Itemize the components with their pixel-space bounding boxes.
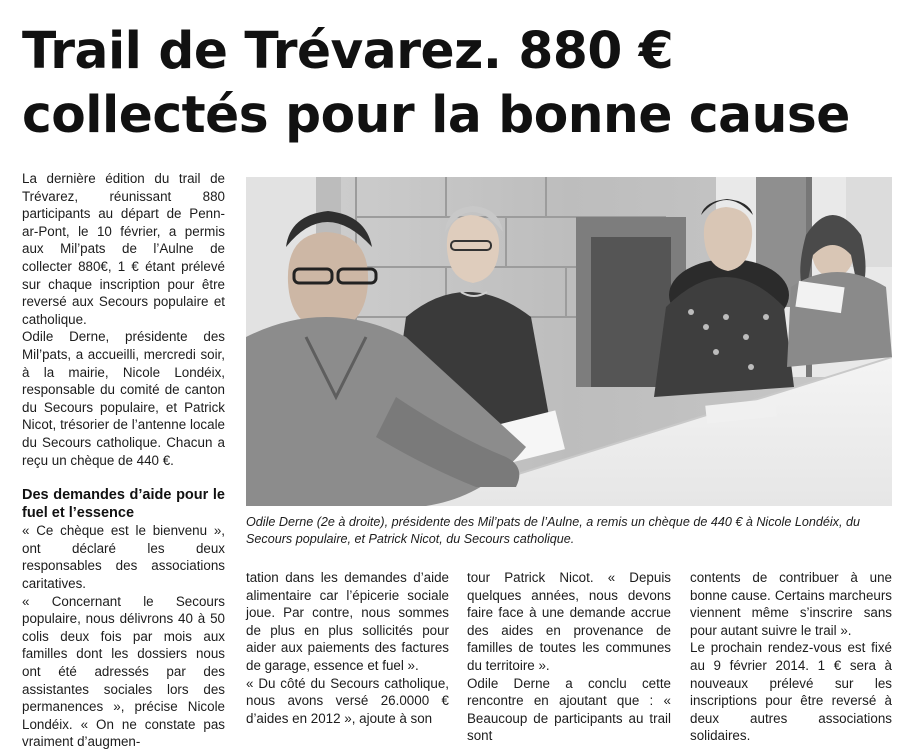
paragraph-col4-2: Le prochain rendez-vous est fixé au 9 février 2014. 1 € sera à nouveaux prélevé sur les inscriptions pour être reversé à deux autres associations solidaires.: [690, 640, 892, 744]
article-photo: [246, 177, 892, 506]
paragraph-quote-1: « Ce chèque est le bienvenu », ont déclaré les deux responsables des associations caritatives.: [22, 523, 225, 592]
paragraph-col2-1: tation dans les demandes d’aide alimentaire car l’épicerie sociale joue. Par contre, nous sommes de plus en plus sollicités pour aider aux paiements des factures de garage, essence et fuel ».: [246, 570, 449, 673]
article-column-3: [467, 569, 671, 745]
article-column-2: [246, 569, 449, 727]
paragraph-col3-2: Odile Derne a conclu cette rencontre en ajoutant que : « Beaucoup de participants au trail sont: [467, 675, 671, 744]
article-subheading: Des demandes d’aide pour le fuel et l’essence: [22, 487, 225, 521]
paragraph-intro: La dernière édition du trail de Trévarez, réunissant 880 participants au départ de Penn-ar-Pont, le 10 février, a permis aux Mil’pats de l’Aulne de collecter 880€, 1 € étant prélevé sur chaque inscription pour être reversé aux Secours populaire et catholique.: [22, 171, 225, 327]
paragraph-col2-2: « Du côté du Secours catholique, nous avons versé 26.0000 € d’aides en 2012 », ajoute à son: [246, 675, 449, 726]
headline-line-1: Trail de Trévarez. 880 €: [22, 22, 674, 81]
article-column-4: [690, 569, 892, 745]
paragraph-meeting: Odile Derne, présidente des Mil’pats, a accueilli, mercredi soir, à la mairie, Nicole Londéix, responsable du comité de canton du Secours populaire, et Patrick Nicot, trésorier de l’antenne locale du Secours catholique. Chacun a reçu un chèque de 440 €.: [22, 329, 225, 468]
photo-caption: Odile Derne (2e à droite), présidente des Mil’pats de l’Aulne, a remis un chèque de 440 € à Nicole Londéix, du Secours populaire, et Patrick Nicot, du Secours catholique.: [246, 515, 860, 546]
paragraph-col4-1: contents de contribuer à une bonne cause. Certains marcheurs viennent même s’inscrire sans pour autant suivre le trail ».: [690, 570, 892, 638]
headline: [22, 20, 879, 148]
paragraph-quote-2: « Concernant le Secours populaire, nous délivrons 40 à 50 colis deux fois par mois aux familles dont les dossiers nous ont été adressés par des assistantes sociales lors des permanences », précise Nicole Londéix. « On ne constate pas vraiment d’augmen-: [22, 593, 225, 750]
paragraph-col3-1: tour Patrick Nicot. « Depuis quelques années, nous devons faire face à une demande accrue des aides en provenance de familles de toutes les communes du territoire ».: [467, 570, 671, 673]
headline-line-2: collectés pour la bonne cause: [22, 86, 850, 145]
article-column-1: [22, 170, 225, 751]
